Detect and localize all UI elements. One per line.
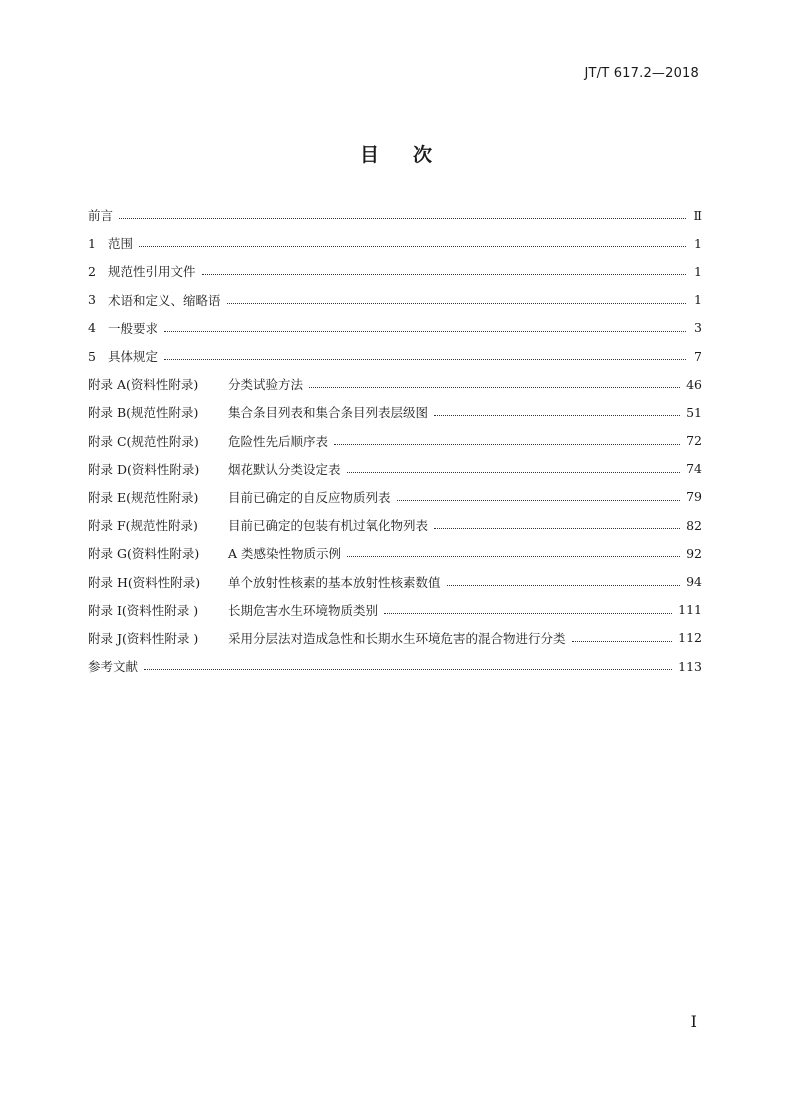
toc-entry-annex-label: 附录 E(规范性附录) (88, 489, 199, 505)
toc-entry-title: 分类试验方法 (228, 377, 304, 393)
toc-entry[interactable] (88, 229, 702, 257)
toc-entry-annex-label: 附录 B(规范性附录) (88, 405, 199, 421)
toc-entry-title: 前言 (88, 208, 114, 224)
dot-leader (164, 358, 686, 360)
dot-leader (309, 386, 680, 388)
toc-entry-page-number: 1 (694, 235, 702, 251)
dot-leader (434, 527, 680, 529)
toc-entry-page-number: Ⅱ (693, 207, 702, 223)
toc-entry-page-number: 111 (678, 602, 702, 618)
toc-entry-number: 1 (88, 235, 96, 251)
toc-entry[interactable] (88, 567, 702, 595)
toc-entry[interactable] (88, 455, 702, 483)
toc-entry-title: 烟花默认分类设定表 (228, 461, 341, 477)
toc-entry-page-number: 113 (678, 658, 702, 674)
toc-entry-title: 参考文献 (88, 659, 139, 675)
toc-entry-title: 规范性引用文件 (108, 264, 196, 280)
toc-entry-page-number: 94 (686, 574, 702, 590)
dot-leader (347, 555, 680, 557)
toc-entry-title: A 类感染性物质示例 (228, 546, 342, 562)
toc-entry-page-number: 46 (686, 376, 702, 392)
dot-leader (447, 584, 681, 586)
toc-entry[interactable] (88, 511, 702, 539)
toc-entry[interactable] (88, 652, 702, 680)
dot-leader (119, 217, 686, 219)
toc-entry-title: 范围 (108, 236, 134, 252)
dot-leader (164, 330, 686, 332)
toc-entry-page-number: 74 (686, 461, 702, 477)
toc-entry[interactable] (88, 370, 702, 398)
toc-entry[interactable] (88, 624, 702, 652)
toc-entry-number: 3 (88, 292, 96, 308)
toc-entry-title: 目前已确定的自反应物质列表 (228, 489, 391, 505)
toc-entry-annex-label: 附录 I(资料性附录 ) (88, 602, 199, 618)
table-of-contents (88, 201, 702, 680)
toc-entry-title: 集合条目列表和集合条目列表层级图 (228, 405, 429, 421)
toc-entry-page-number: 72 (686, 433, 702, 449)
toc-entry-title: 采用分层法对造成急性和长期水生环境危害的混合物进行分类 (228, 630, 566, 646)
toc-entry-page-number: 1 (694, 292, 702, 308)
title-part-1: 目 (359, 144, 379, 166)
toc-entry-page-number: 92 (686, 545, 702, 561)
toc-entry[interactable] (88, 398, 702, 426)
toc-entry-title: 具体规定 (108, 349, 159, 365)
toc-entry-page-number: 79 (686, 489, 702, 505)
toc-entry-number: 4 (88, 320, 96, 336)
toc-entry[interactable] (88, 483, 702, 511)
toc-entry[interactable] (88, 427, 702, 455)
toc-entry-title: 危险性先后顺序表 (228, 433, 329, 449)
toc-entry-page-number: 82 (686, 517, 702, 533)
dot-leader (144, 668, 672, 670)
toc-entry-page-number: 51 (686, 404, 702, 420)
dot-leader (434, 414, 680, 416)
toc-entry-annex-label: 附录 D(资料性附录) (88, 461, 200, 477)
toc-entry-title: 术语和定义、缩略语 (108, 292, 221, 308)
dot-leader (572, 640, 673, 642)
toc-entry[interactable] (88, 201, 702, 229)
toc-entry-annex-label: 附录 A(资料性附录) (88, 377, 199, 393)
dot-leader (347, 471, 681, 473)
toc-entry-page-number: 1 (694, 263, 702, 279)
toc-entry-annex-label: 附录 H(资料性附录) (88, 574, 201, 590)
toc-entry-title: 长期危害水生环境物质类别 (228, 602, 379, 618)
toc-entry[interactable] (88, 286, 702, 314)
dot-leader (334, 443, 680, 445)
toc-entry[interactable] (88, 257, 702, 285)
toc-entry-annex-label: 附录 C(规范性附录) (88, 433, 199, 449)
dot-leader (227, 302, 686, 304)
toc-entry-title: 目前已确定的包装有机过氧化物列表 (228, 518, 429, 534)
title-part-2: 次 (413, 144, 433, 166)
toc-entry-number: 5 (88, 348, 96, 364)
dot-leader (202, 273, 686, 275)
toc-entry[interactable] (88, 342, 702, 370)
toc-entry-page-number: 3 (694, 320, 702, 336)
dot-leader (139, 245, 686, 247)
toc-entry[interactable] (88, 596, 702, 624)
page-folio: I (690, 1012, 697, 1031)
standard-number: JT/T 617.2—2018 (584, 66, 699, 81)
toc-entry-title: 一般要求 (108, 320, 159, 336)
toc-entry-page-number: 112 (678, 630, 702, 646)
toc-entry[interactable] (88, 314, 702, 342)
toc-entry-title: 单个放射性核素的基本放射性核素数值 (228, 574, 441, 590)
page-title (0, 140, 792, 167)
toc-entry-annex-label: 附录 F(规范性附录) (88, 518, 198, 534)
toc-entry-page-number: 7 (694, 348, 702, 364)
toc-entry[interactable] (88, 539, 702, 567)
toc-entry-annex-label: 附录 G(资料性附录) (88, 546, 200, 562)
dot-leader (397, 499, 681, 501)
dot-leader (384, 612, 672, 614)
toc-entry-annex-label: 附录 J(资料性附录 ) (88, 630, 199, 646)
toc-entry-number: 2 (88, 263, 96, 279)
